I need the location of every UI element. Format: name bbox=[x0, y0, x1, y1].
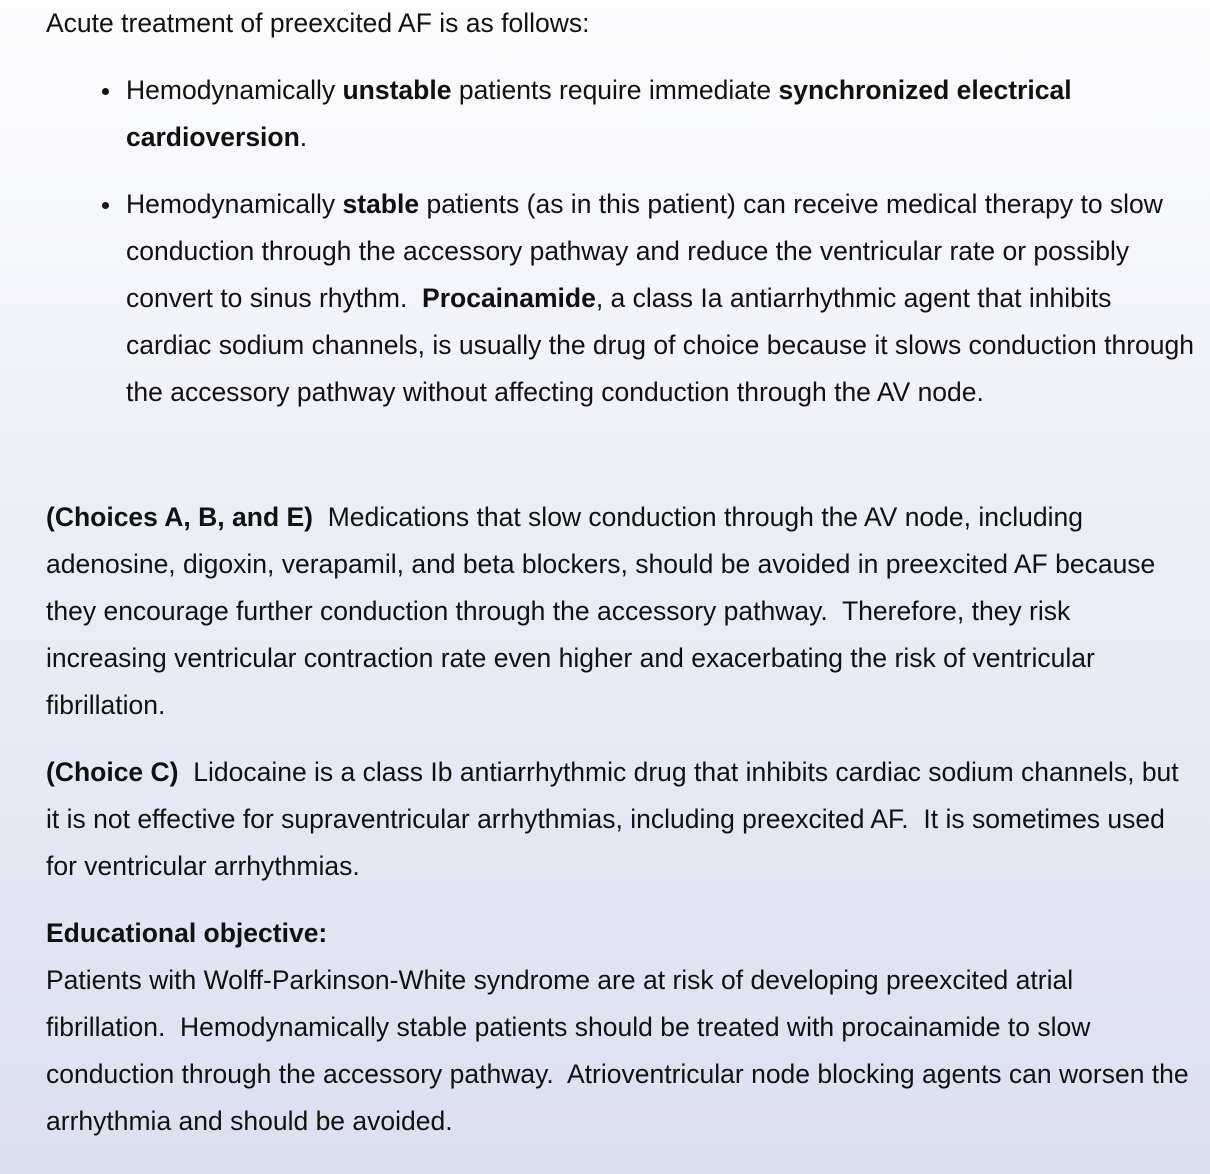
choices-abe-text: Medications that slow conduction through the AV node, including adenosine, digoxin, verapamil, and beta blockers, should be avoided in preexcited AF because they encourage further conduction through the accessory pathway. Therefore, they risk increasing ventricular contraction rate even higher and exacerbating the risk of ventricular fibrillation. bbox=[46, 502, 1163, 720]
choices-abe-paragraph bbox=[46, 494, 1196, 729]
choice-c-paragraph bbox=[46, 749, 1196, 890]
bullet-1-mid: patients require immediate bbox=[451, 75, 779, 105]
intro-text: Acute treatment of preexcited AF is as follows: bbox=[46, 8, 590, 38]
bullet-2-bold-procainamide: Procainamide bbox=[422, 283, 596, 313]
bullet-2-mid: patients (as in this patient) can receive medical therapy to slow conduction through the accessory pathway and reduce the ventricular rate or possibly convert to sinus rhythm. bbox=[126, 189, 1171, 313]
bullet-1-bold-cardioversion: synchronized electrical cardioversion bbox=[126, 75, 1072, 152]
choice-c-text: Lidocaine is a class Ib antiarrhythmic drug that inhibits cardiac sodium channels, but it is not effective for supraventricular arrhythmias, including preexcited AF. It is sometimes used for ventricular arrhythmias. bbox=[46, 757, 1187, 881]
bullet-1-post: . bbox=[299, 122, 308, 152]
bullet-1-bold-unstable: unstable bbox=[342, 75, 452, 105]
educational-objective bbox=[46, 910, 1196, 1145]
objective-heading: Educational objective: bbox=[46, 918, 328, 948]
choices-abe-label: (Choices A, B, and E) bbox=[46, 502, 313, 532]
list-item-stable bbox=[126, 181, 1196, 416]
bullet-2-bold-stable: stable bbox=[342, 189, 420, 219]
objective-text: Patients with Wolff-Parkinson-White syndrome are at risk of developing preexcited atrial fibrillation. Hemodynamically stable patients should be treated with procainamide to slow conduction through the accessory pathway. Atrioventricular node blocking agents can worsen the arrhythmia and should be avoided. bbox=[46, 965, 1197, 1136]
bullet-2-pre: Hemodynamically bbox=[126, 189, 343, 219]
bullet-2-post: , a class Ia antiarrhythmic agent that inhibits cardiac sodium channels, is usually the drug of choice because it slows conduction through the accessory pathway without affecting conduction through the AV node. bbox=[126, 283, 1194, 407]
list-item-unstable bbox=[126, 67, 1196, 161]
bullet-1-pre: Hemodynamically bbox=[126, 75, 343, 105]
choice-c-label: (Choice C) bbox=[46, 757, 179, 787]
